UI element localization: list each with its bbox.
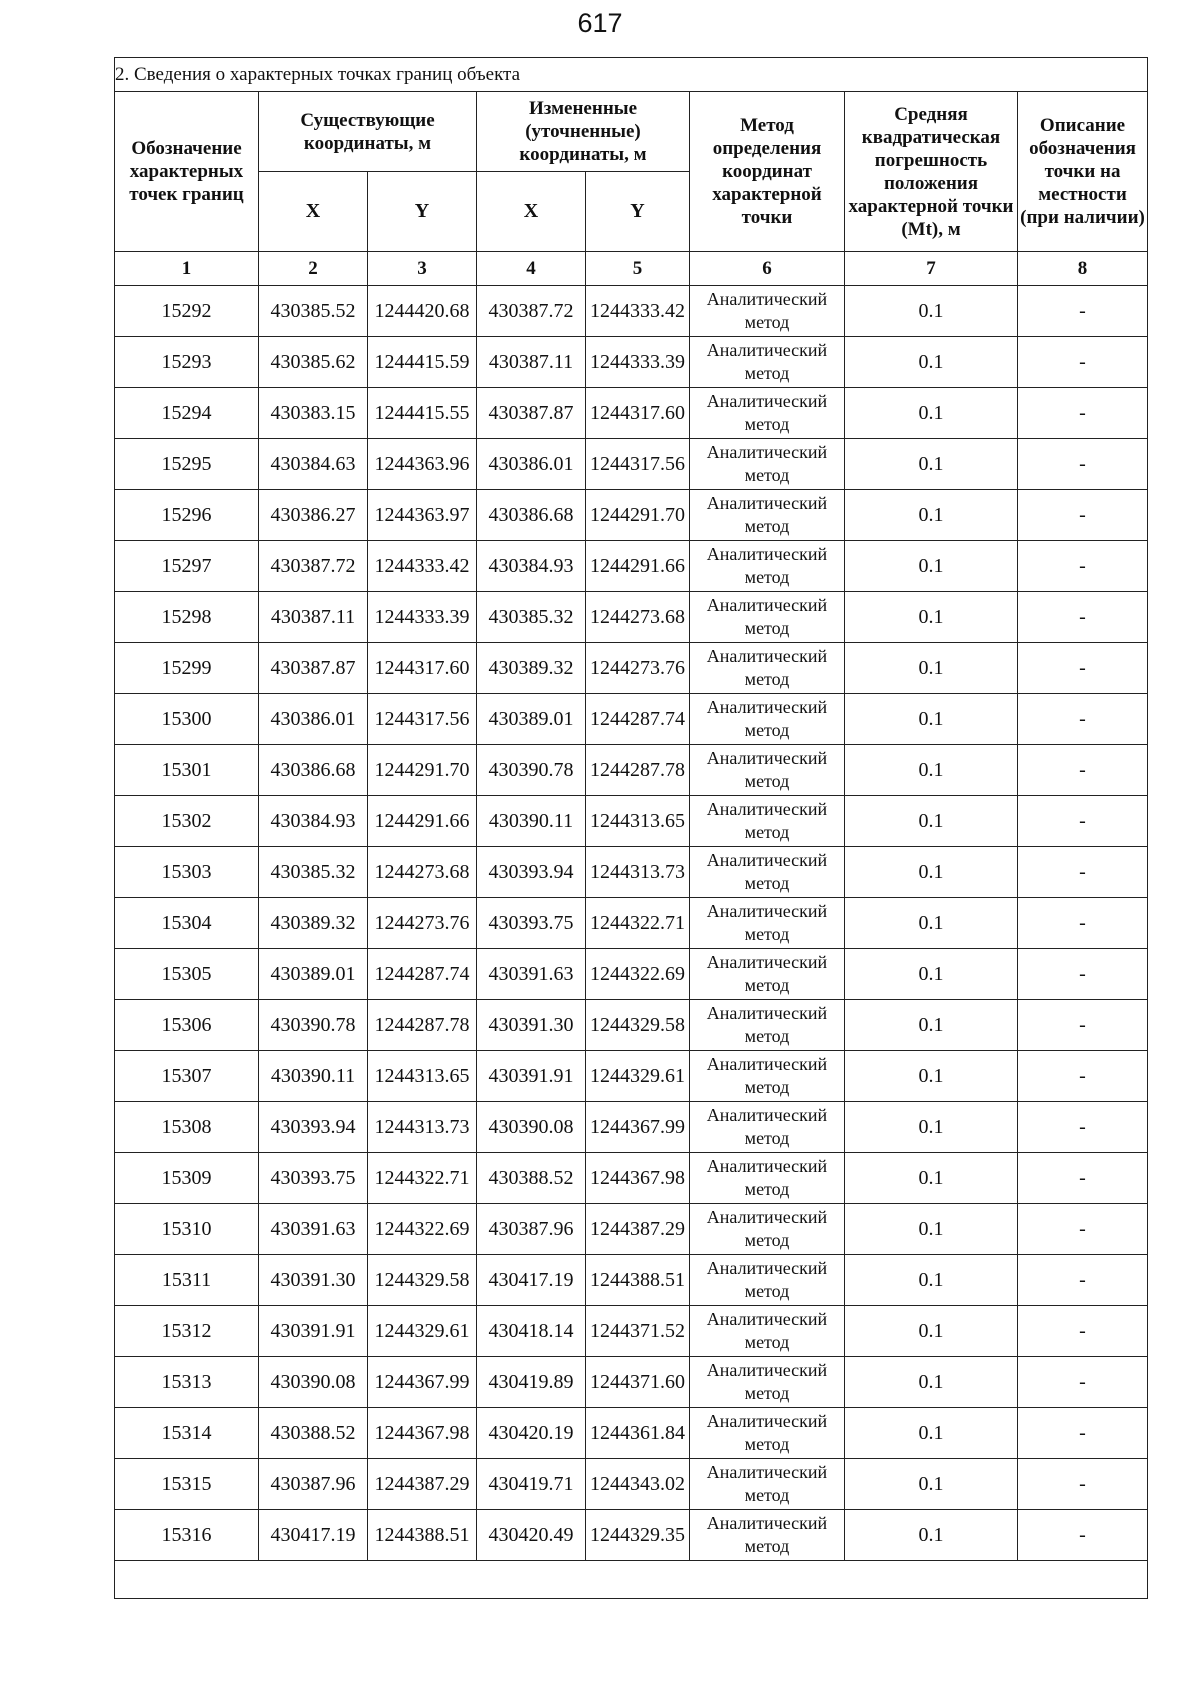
method-cell: Аналитический метод [690,490,845,541]
existing-x-cell: 430390.11 [259,1051,368,1102]
table-row [115,439,1148,490]
table-row [115,592,1148,643]
existing-y-cell: 1244317.60 [368,643,477,694]
description-cell: - [1018,1459,1148,1510]
description-cell: - [1018,1102,1148,1153]
changed-y-cell: 1244317.56 [586,439,690,490]
error-cell: 0.1 [845,745,1018,796]
existing-x-cell: 430383.15 [259,388,368,439]
existing-y-cell: 1244415.55 [368,388,477,439]
existing-y-cell: 1244367.99 [368,1357,477,1408]
existing-y-cell: 1244329.61 [368,1306,477,1357]
point-id-cell: 15311 [115,1255,259,1306]
changed-y-cell: 1244273.68 [586,592,690,643]
point-id-cell: 15298 [115,592,259,643]
existing-y-cell: 1244363.97 [368,490,477,541]
error-cell: 0.1 [845,1408,1018,1459]
existing-y-cell: 1244291.70 [368,745,477,796]
method-cell: Аналитический метод [690,847,845,898]
description-cell: - [1018,490,1148,541]
point-id-cell: 15294 [115,388,259,439]
description-cell: - [1018,1408,1148,1459]
point-id-cell: 15300 [115,694,259,745]
existing-x-cell: 430384.63 [259,439,368,490]
changed-x-cell: 430391.63 [477,949,586,1000]
changed-x-cell: 430387.11 [477,337,586,388]
changed-x-cell: 430419.71 [477,1459,586,1510]
table-row [115,643,1148,694]
error-cell: 0.1 [845,490,1018,541]
method-cell: Аналитический метод [690,337,845,388]
description-cell: - [1018,1306,1148,1357]
description-cell: - [1018,898,1148,949]
method-cell: Аналитический метод [690,949,845,1000]
column-number: 3 [368,252,477,286]
method-cell: Аналитический метод [690,643,845,694]
method-cell: Аналитический метод [690,1459,845,1510]
error-cell: 0.1 [845,1153,1018,1204]
table-row [115,847,1148,898]
table-row [115,1153,1148,1204]
changed-y-cell: 1244387.29 [586,1204,690,1255]
changed-y-cell: 1244322.71 [586,898,690,949]
existing-y-cell: 1244287.74 [368,949,477,1000]
existing-y-cell: 1244273.76 [368,898,477,949]
description-cell: - [1018,1000,1148,1051]
method-cell: Аналитический метод [690,439,845,490]
header-row [115,92,1148,172]
existing-y-cell: 1244313.73 [368,1102,477,1153]
existing-y-cell: 1244322.71 [368,1153,477,1204]
existing-y-cell: 1244387.29 [368,1459,477,1510]
error-cell: 0.1 [845,694,1018,745]
method-cell: Аналитический метод [690,1255,845,1306]
header-error: Средняя квадратическая погрешность положения характерной точки (Mt), м [845,92,1018,252]
method-cell: Аналитический метод [690,1051,845,1102]
existing-y-cell: 1244363.96 [368,439,477,490]
header-existing-x: X [259,172,368,252]
existing-y-cell: 1244273.68 [368,847,477,898]
table-row [115,337,1148,388]
description-cell: - [1018,388,1148,439]
existing-y-cell: 1244367.98 [368,1408,477,1459]
column-number: 5 [586,252,690,286]
changed-x-cell: 430386.01 [477,439,586,490]
changed-x-cell: 430393.75 [477,898,586,949]
header-changed-x: X [477,172,586,252]
column-number: 7 [845,252,1018,286]
point-id-cell: 15297 [115,541,259,592]
changed-x-cell: 430386.68 [477,490,586,541]
error-cell: 0.1 [845,1459,1018,1510]
header-existing-y: Y [368,172,477,252]
point-id-cell: 15313 [115,1357,259,1408]
changed-x-cell: 430420.19 [477,1408,586,1459]
table-row [115,1102,1148,1153]
column-number: 8 [1018,252,1148,286]
existing-x-cell: 430385.62 [259,337,368,388]
existing-y-cell: 1244287.78 [368,1000,477,1051]
changed-y-cell: 1244317.60 [586,388,690,439]
changed-y-cell: 1244287.78 [586,745,690,796]
existing-x-cell: 430384.93 [259,796,368,847]
existing-y-cell: 1244388.51 [368,1510,477,1561]
method-cell: Аналитический метод [690,592,845,643]
method-cell: Аналитический метод [690,898,845,949]
page-number: 617 [577,8,623,38]
description-cell: - [1018,694,1148,745]
method-cell: Аналитический метод [690,1306,845,1357]
point-id-cell: 15308 [115,1102,259,1153]
point-id-cell: 15304 [115,898,259,949]
description-cell: - [1018,592,1148,643]
changed-x-cell: 430418.14 [477,1306,586,1357]
description-cell: - [1018,1153,1148,1204]
description-cell: - [1018,1510,1148,1561]
error-cell: 0.1 [845,1000,1018,1051]
existing-x-cell: 430386.68 [259,745,368,796]
description-cell: - [1018,286,1148,337]
column-number: 1 [115,252,259,286]
existing-x-cell: 430386.01 [259,694,368,745]
existing-x-cell: 430389.01 [259,949,368,1000]
existing-x-cell: 430385.52 [259,286,368,337]
changed-y-cell: 1244287.74 [586,694,690,745]
changed-x-cell: 430393.94 [477,847,586,898]
existing-y-cell: 1244322.69 [368,1204,477,1255]
table-row [115,541,1148,592]
description-cell: - [1018,643,1148,694]
error-cell: 0.1 [845,1051,1018,1102]
changed-y-cell: 1244333.39 [586,337,690,388]
table-row [115,1357,1148,1408]
error-cell: 0.1 [845,286,1018,337]
existing-y-cell: 1244415.59 [368,337,477,388]
point-id-cell: 15306 [115,1000,259,1051]
table-row [115,898,1148,949]
existing-y-cell: 1244420.68 [368,286,477,337]
existing-y-cell: 1244333.39 [368,592,477,643]
column-number: 6 [690,252,845,286]
existing-x-cell: 430417.19 [259,1510,368,1561]
existing-x-cell: 430390.08 [259,1357,368,1408]
description-cell: - [1018,1204,1148,1255]
error-cell: 0.1 [845,796,1018,847]
point-id-cell: 15310 [115,1204,259,1255]
changed-x-cell: 430389.32 [477,643,586,694]
method-cell: Аналитический метод [690,1408,845,1459]
existing-x-cell: 430388.52 [259,1408,368,1459]
changed-x-cell: 430385.32 [477,592,586,643]
changed-y-cell: 1244322.69 [586,949,690,1000]
table-row [115,286,1148,337]
section-title-row [115,58,1148,92]
description-cell: - [1018,1255,1148,1306]
description-cell: - [1018,439,1148,490]
table-body [115,58,1148,1599]
section-title: 2. Сведения о характерных точках границ объекта [115,58,1148,92]
changed-x-cell: 430390.11 [477,796,586,847]
changed-y-cell: 1244371.60 [586,1357,690,1408]
error-cell: 0.1 [845,643,1018,694]
boundary-points-table [114,57,1148,1599]
changed-y-cell: 1244333.42 [586,286,690,337]
changed-y-cell: 1244313.65 [586,796,690,847]
existing-x-cell: 430385.32 [259,847,368,898]
method-cell: Аналитический метод [690,1102,845,1153]
existing-x-cell: 430390.78 [259,1000,368,1051]
error-cell: 0.1 [845,1102,1018,1153]
description-cell: - [1018,541,1148,592]
existing-x-cell: 430393.94 [259,1102,368,1153]
header-existing-coords: Существующие координаты, м [259,92,477,172]
error-cell: 0.1 [845,1306,1018,1357]
changed-y-cell: 1244367.99 [586,1102,690,1153]
table-row [115,1510,1148,1561]
point-id-cell: 15296 [115,490,259,541]
changed-x-cell: 430389.01 [477,694,586,745]
point-id-cell: 15292 [115,286,259,337]
changed-y-cell: 1244313.73 [586,847,690,898]
error-cell: 0.1 [845,1204,1018,1255]
error-cell: 0.1 [845,388,1018,439]
point-id-cell: 15302 [115,796,259,847]
changed-x-cell: 430391.30 [477,1000,586,1051]
point-id-cell: 15314 [115,1408,259,1459]
existing-x-cell: 430387.87 [259,643,368,694]
changed-y-cell: 1244329.61 [586,1051,690,1102]
method-cell: Аналитический метод [690,388,845,439]
error-cell: 0.1 [845,1510,1018,1561]
method-cell: Аналитический метод [690,1000,845,1051]
error-cell: 0.1 [845,847,1018,898]
table-row [115,1408,1148,1459]
changed-y-cell: 1244329.35 [586,1510,690,1561]
point-id-cell: 15307 [115,1051,259,1102]
changed-y-cell: 1244361.84 [586,1408,690,1459]
table-row [115,949,1148,1000]
method-cell: Аналитический метод [690,745,845,796]
existing-y-cell: 1244291.66 [368,796,477,847]
header-designation: Обозначение характерных точек границ [115,92,259,252]
changed-y-cell: 1244343.02 [586,1459,690,1510]
error-cell: 0.1 [845,1255,1018,1306]
point-id-cell: 15315 [115,1459,259,1510]
table-row [115,1204,1148,1255]
changed-y-cell: 1244388.51 [586,1255,690,1306]
existing-x-cell: 430386.27 [259,490,368,541]
point-id-cell: 15293 [115,337,259,388]
existing-x-cell: 430389.32 [259,898,368,949]
changed-x-cell: 430420.49 [477,1510,586,1561]
point-id-cell: 15305 [115,949,259,1000]
description-cell: - [1018,337,1148,388]
error-cell: 0.1 [845,898,1018,949]
header-changed-coords: Измененные (уточненные) координаты, м [477,92,690,172]
error-cell: 0.1 [845,592,1018,643]
description-cell: - [1018,796,1148,847]
table-row [115,796,1148,847]
table-row [115,1255,1148,1306]
table-row [115,1306,1148,1357]
point-id-cell: 15303 [115,847,259,898]
table-row [115,388,1148,439]
empty-footer-row [115,1561,1148,1599]
point-id-cell: 15301 [115,745,259,796]
existing-y-cell: 1244329.58 [368,1255,477,1306]
existing-x-cell: 430391.30 [259,1255,368,1306]
column-number: 2 [259,252,368,286]
existing-x-cell: 430387.72 [259,541,368,592]
changed-x-cell: 430391.91 [477,1051,586,1102]
changed-x-cell: 430390.08 [477,1102,586,1153]
method-cell: Аналитический метод [690,286,845,337]
existing-x-cell: 430387.96 [259,1459,368,1510]
table-row [115,1000,1148,1051]
changed-y-cell: 1244291.70 [586,490,690,541]
header-changed-y: Y [586,172,690,252]
changed-x-cell: 430390.78 [477,745,586,796]
method-cell: Аналитический метод [690,694,845,745]
table-row [115,1459,1148,1510]
changed-x-cell: 430417.19 [477,1255,586,1306]
method-cell: Аналитический метод [690,1204,845,1255]
error-cell: 0.1 [845,949,1018,1000]
error-cell: 0.1 [845,541,1018,592]
existing-x-cell: 430391.63 [259,1204,368,1255]
header-description: Описание обозначения точки на местности (при наличии) [1018,92,1148,252]
point-id-cell: 15312 [115,1306,259,1357]
description-cell: - [1018,745,1148,796]
point-id-cell: 15316 [115,1510,259,1561]
method-cell: Аналитический метод [690,541,845,592]
changed-x-cell: 430419.89 [477,1357,586,1408]
error-cell: 0.1 [845,1357,1018,1408]
column-number: 4 [477,252,586,286]
existing-y-cell: 1244317.56 [368,694,477,745]
header-method: Метод определения координат характерной точки [690,92,845,252]
changed-y-cell: 1244273.76 [586,643,690,694]
point-id-cell: 15295 [115,439,259,490]
changed-x-cell: 430384.93 [477,541,586,592]
error-cell: 0.1 [845,337,1018,388]
method-cell: Аналитический метод [690,796,845,847]
table-row [115,745,1148,796]
existing-x-cell: 430393.75 [259,1153,368,1204]
changed-y-cell: 1244371.52 [586,1306,690,1357]
error-cell: 0.1 [845,439,1018,490]
column-number-row [115,252,1148,286]
point-id-cell: 15299 [115,643,259,694]
existing-y-cell: 1244333.42 [368,541,477,592]
point-id-cell: 15309 [115,1153,259,1204]
changed-y-cell: 1244291.66 [586,541,690,592]
method-cell: Аналитический метод [690,1510,845,1561]
description-cell: - [1018,1051,1148,1102]
description-cell: - [1018,1357,1148,1408]
table-row [115,694,1148,745]
description-cell: - [1018,949,1148,1000]
changed-x-cell: 430387.96 [477,1204,586,1255]
table-row [115,1051,1148,1102]
changed-x-cell: 430387.72 [477,286,586,337]
existing-x-cell: 430391.91 [259,1306,368,1357]
changed-y-cell: 1244367.98 [586,1153,690,1204]
existing-x-cell: 430387.11 [259,592,368,643]
empty-footer-cell [115,1561,1148,1599]
method-cell: Аналитический метод [690,1357,845,1408]
changed-y-cell: 1244329.58 [586,1000,690,1051]
changed-x-cell: 430387.87 [477,388,586,439]
existing-y-cell: 1244313.65 [368,1051,477,1102]
table-row [115,490,1148,541]
method-cell: Аналитический метод [690,1153,845,1204]
changed-x-cell: 430388.52 [477,1153,586,1204]
description-cell: - [1018,847,1148,898]
